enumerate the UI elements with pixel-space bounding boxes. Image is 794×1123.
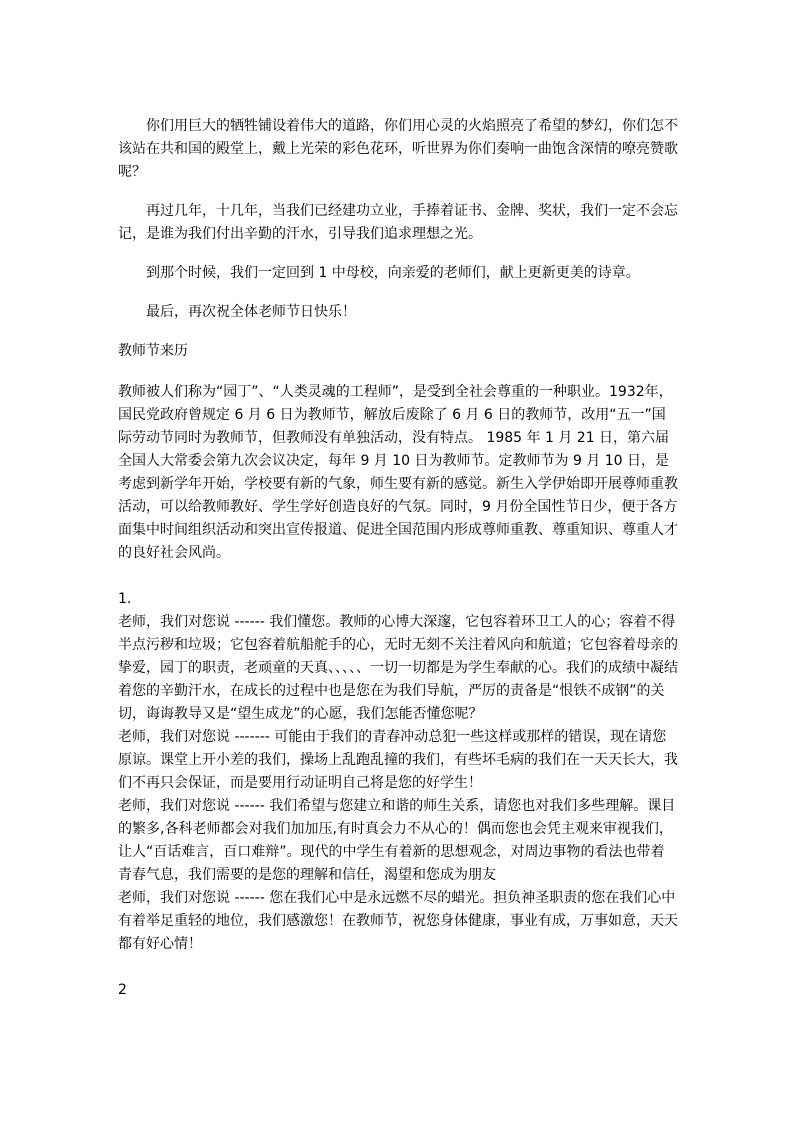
spacer — [118, 184, 678, 200]
spacer — [118, 565, 678, 588]
document-page — [118, 115, 678, 1002]
paragraph-4: 最后，再次祝全体老师节日快乐！ — [146, 304, 356, 320]
spacer — [118, 324, 678, 340]
spacer — [118, 285, 678, 301]
section-number-2: 2 — [118, 982, 127, 998]
spacer — [118, 956, 678, 979]
paragraph-3: 到那个时候，我们一定回到 1 中母校，向亲爱的老师们，献上更新更美的诗章。 — [146, 265, 640, 281]
paragraph-1: 你们用巨大的牺牲铺设着伟大的道路，你们用心灵的火焰照亮了希望的梦幻，你们怎不该站在共和国的殿堂上，戴上光荣的彩色花环，听世界为你们奏响一曲饱含深情的嘹亮赞歌呢？ — [118, 118, 678, 180]
paragraph-2: 再过几年，十几年，当我们已经建功立业，手捧着证书、金牌、奖状，我们一定不会忘记，是谁为我们付出辛勤的汗水，引导我们追求理想之光。 — [118, 203, 678, 242]
message-4: 老师，我们对您说 ------ 您在我们心中是永远燃不尽的蜡光。担负神圣职责的您在我们心中有着举足重轻的地位，我们感激您！在教师节，祝您身体健康，事业有成，万事如意，天天都有好心情！ — [118, 890, 678, 952]
history-paragraph: 教师被人们称为“园丁”、“人类灵魂的工程师”，是受到全社会尊重的一种职业。1932年，国民党政府曾规定 6 月 6 日为教师节，解放后废除了 6 月 6 日的教师节，改用“五一”国际劳动节同时为教师节，但教师没有单独活动，没有特点。 1985 年 1 月 21 日，第六届全国人大常委会第九次会议决定，每年 9 月 10 日为教师节。定教师节为 9 月 10 日，是考虑到新学年开始，学校要有新的气象，师生要有新的感觉。新生入学伊始即开展尊师重教活动，可以给教师教好、学生学好创造良好的气氛。同时，9 月份全国性节日少，便于各方面集中时间组织活动和突出宣传报道、促进全国范围内形成尊师重教、尊重知识、尊重人才的良好社会风尚。 — [118, 384, 678, 561]
message-2: 老师，我们对您说 ------- 可能由于我们的青春冲动总犯一些这样或那样的错误，现在请您原谅。课堂上开小差的我们，操场上乱跑乱撞的我们，有些坏毛病的我们在一天天长大，我们不再只会保证，而是要用行动证明自己将是您的好学生！ — [118, 729, 678, 791]
message-1: 老师，我们对您说 ------ 我们懂您。教师的心博大深邃，它包容着环卫工人的心；容着不得半点污秽和垃圾；它包容着航船舵手的心，无时无刻不关注着风向和航道；它包容着母亲的挚爱，园丁的职责，老顽童的天真、、、、、一切一切都是为学生奉献的心。我们的成绩中凝结着您的辛勤汗水，在成长的过程中也是您在为我们导航，严厉的责备是“恨铁不成钢”的关切，诲诲教导又是“望生成龙”的心愿，我们怎能否懂您呢？ — [118, 614, 678, 722]
spacer — [118, 363, 678, 381]
message-3: 老师，我们对您说 ------ 我们希望与您建立和谐的师生关系，请您也对我们多些理解。课目的繁多,各科老师都会对我们加加压,有时真会力不从心的！偶而您也会凭主观来审视我们，让人“百话难言，百口难辩”。现代的中学生有着新的思想观念，对周边事物的看法也带着青春气息，我们需要的是您的理解和信任，渴望和您成为朋友 — [118, 798, 676, 883]
spacer — [118, 246, 678, 262]
section-title: 教师节来历 — [118, 343, 188, 359]
section-number-1: 1. — [118, 591, 132, 607]
